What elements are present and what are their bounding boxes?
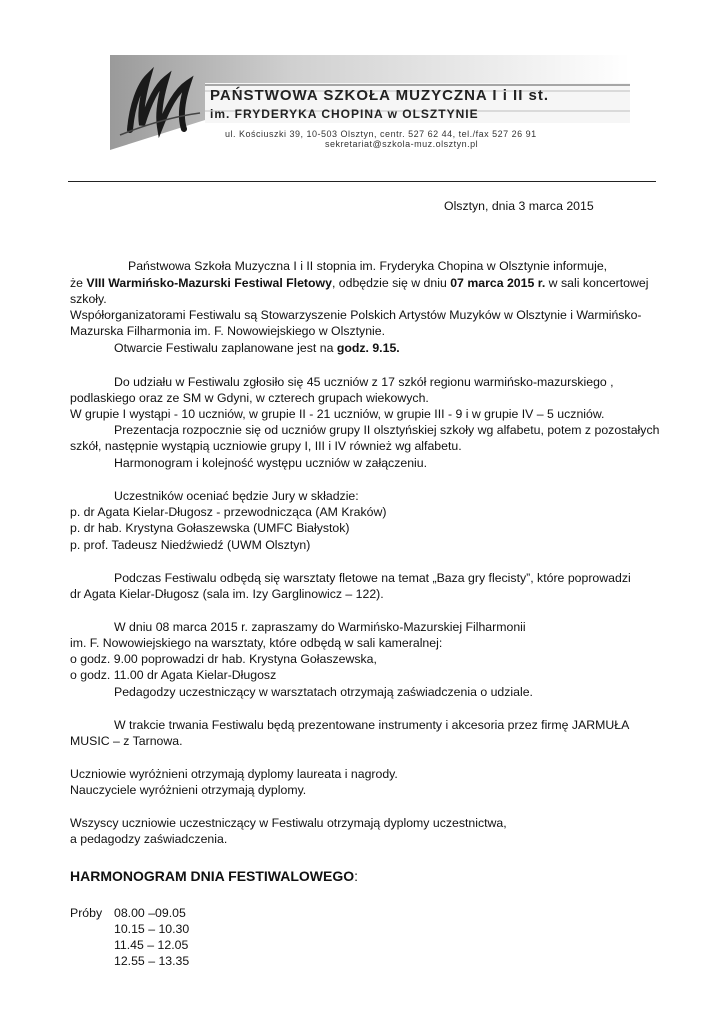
body-line: że VIII Warmińsko-Mazurski Festiwal Fletowy, odbędzie się w dniu 07 marca 2015 r. w sali koncertowej — [70, 276, 649, 290]
body-line: Pedagodzy uczestniczący w warsztatach otrzymają zaświadczenia o udziale. — [114, 685, 533, 699]
school-patron: im. FRYDERYKA CHOPINA w OLSZTYNIE — [210, 107, 479, 121]
body-line: Podczas Festiwalu odbędą się warsztaty fletowe na temat „Baza gry flecisty”, które poprowadzi — [114, 571, 631, 585]
school-address: ul. Kościuszki 39, 10-503 Olsztyn, centr. 527 62 44, tel./fax 527 26 91 — [225, 129, 537, 139]
body-line: Prezentacja rozpocznie się od uczniów grupy II olsztyńskiej szkoły wg alfabetu, potem z pozostałych — [114, 423, 660, 437]
body-line: podlaskiego oraz ze SM w Gdyni, w czterech grupach wiekowych. — [70, 391, 429, 405]
school-name: PAŃSTWOWA SZKOŁA MUZYCZNA I i II st. — [210, 87, 550, 104]
body-line: o godz. 11.00 dr Agata Kielar-Długosz — [70, 668, 277, 682]
body-line: Państwowa Szkoła Muzyczna I i II stopnia im. Fryderyka Chopina w Olsztynie informuje, — [128, 259, 608, 273]
schedule-time: 12.55 – 13.35 — [114, 954, 190, 968]
opening-time: godz. 9.15. — [336, 341, 400, 355]
body-line: W dniu 08 marca 2015 r. zapraszamy do Warmińsko-Mazurskiej Filharmonii — [114, 620, 526, 634]
jury-member: p. dr Agata Kielar-Długosz - przewodnicząca (AM Kraków) — [70, 505, 387, 519]
body-line: W trakcie trwania Festiwalu będą prezentowane instrumenty i akcesoria przez firmę JARMUŁA — [114, 718, 630, 732]
letterhead — [110, 55, 630, 155]
body-line: Mazurska Filharmonia im. F. Nowowiejskiego w Olsztynie. — [70, 324, 386, 338]
schedule-heading: HARMONOGRAM DNIA FESTIWALOWEGO: — [70, 868, 359, 884]
jury-member: p. prof. Tadeusz Niedźwiedź (UWM Olsztyn) — [70, 538, 311, 552]
body-line: Wszyscy uczniowie uczestniczący w Festiwalu otrzymają dyplomy uczestnictwa, — [70, 816, 507, 830]
schedule-time: 11.45 – 12.05 — [114, 938, 189, 952]
body-line: MUSIC – z Tarnowa. — [70, 734, 183, 748]
body-line: szkół, następnie wystąpią uczniowie grupy I, III i IV również wg alfabetu. — [70, 439, 462, 453]
body-line: Nauczyciele wyróżnieni otrzymają dyplomy. — [70, 783, 307, 797]
festival-name: VIII Warmińsko-Mazurski Festiwal Fletowy — [86, 276, 332, 290]
festival-date: 07 marca 2015 r. — [450, 276, 546, 290]
body-line: dr Agata Kielar-Długosz (sala im. Izy Garglinowicz – 122). — [70, 587, 384, 601]
jury-member: p. dr hab. Krystyna Gołaszewska (UMFC Białystok) — [70, 521, 350, 535]
jury-intro: Uczestników oceniać będzie Jury w składzie: — [114, 489, 359, 503]
schedule-time: 10.15 – 10.30 — [114, 922, 190, 936]
body-line: Uczniowie wyróżnieni otrzymają dyplomy laureata i nagrody. — [70, 767, 398, 781]
body-line: Otwarcie Festiwalu zaplanowane jest na godz. 9.15. — [114, 341, 400, 355]
schedule-time: 08.00 –09.05 — [114, 906, 186, 920]
body-line: W grupie I wystąpi - 10 uczniów, w grupie II - 21 uczniów, w grupie III - 9 i w grupie IV – 5 uczniów. — [70, 407, 605, 421]
body-line: Współorganizatorami Festiwalu są Stowarzyszenie Polskich Artystów Muzyków w Olsztynie i Warmińsko- — [70, 308, 642, 322]
body-line: im. F. Nowowiejskiego na warsztaty, które odbędą w sali kameralnej: — [70, 636, 443, 650]
body-line: Harmonogram i kolejność występu uczniów w załączeniu. — [114, 456, 428, 470]
body-line: a pedagodzy zaświadczenia. — [70, 832, 228, 846]
school-email[interactable]: sekretariat@szkola-muz.olsztyn.pl — [325, 139, 479, 149]
body-line: Do udziału w Festiwalu zgłosiło się 45 uczniów z 17 szkół regionu warmińsko-mazurskiego , — [114, 375, 614, 389]
body-line: o godz. 9.00 poprowadzi dr hab. Krystyna Gołaszewska, — [70, 652, 377, 666]
header-divider — [68, 181, 656, 182]
schedule-label: Próby — [70, 906, 103, 920]
body-line: szkoły. — [70, 292, 107, 306]
date-line: Olsztyn, dnia 3 marca 2015 — [444, 199, 594, 213]
